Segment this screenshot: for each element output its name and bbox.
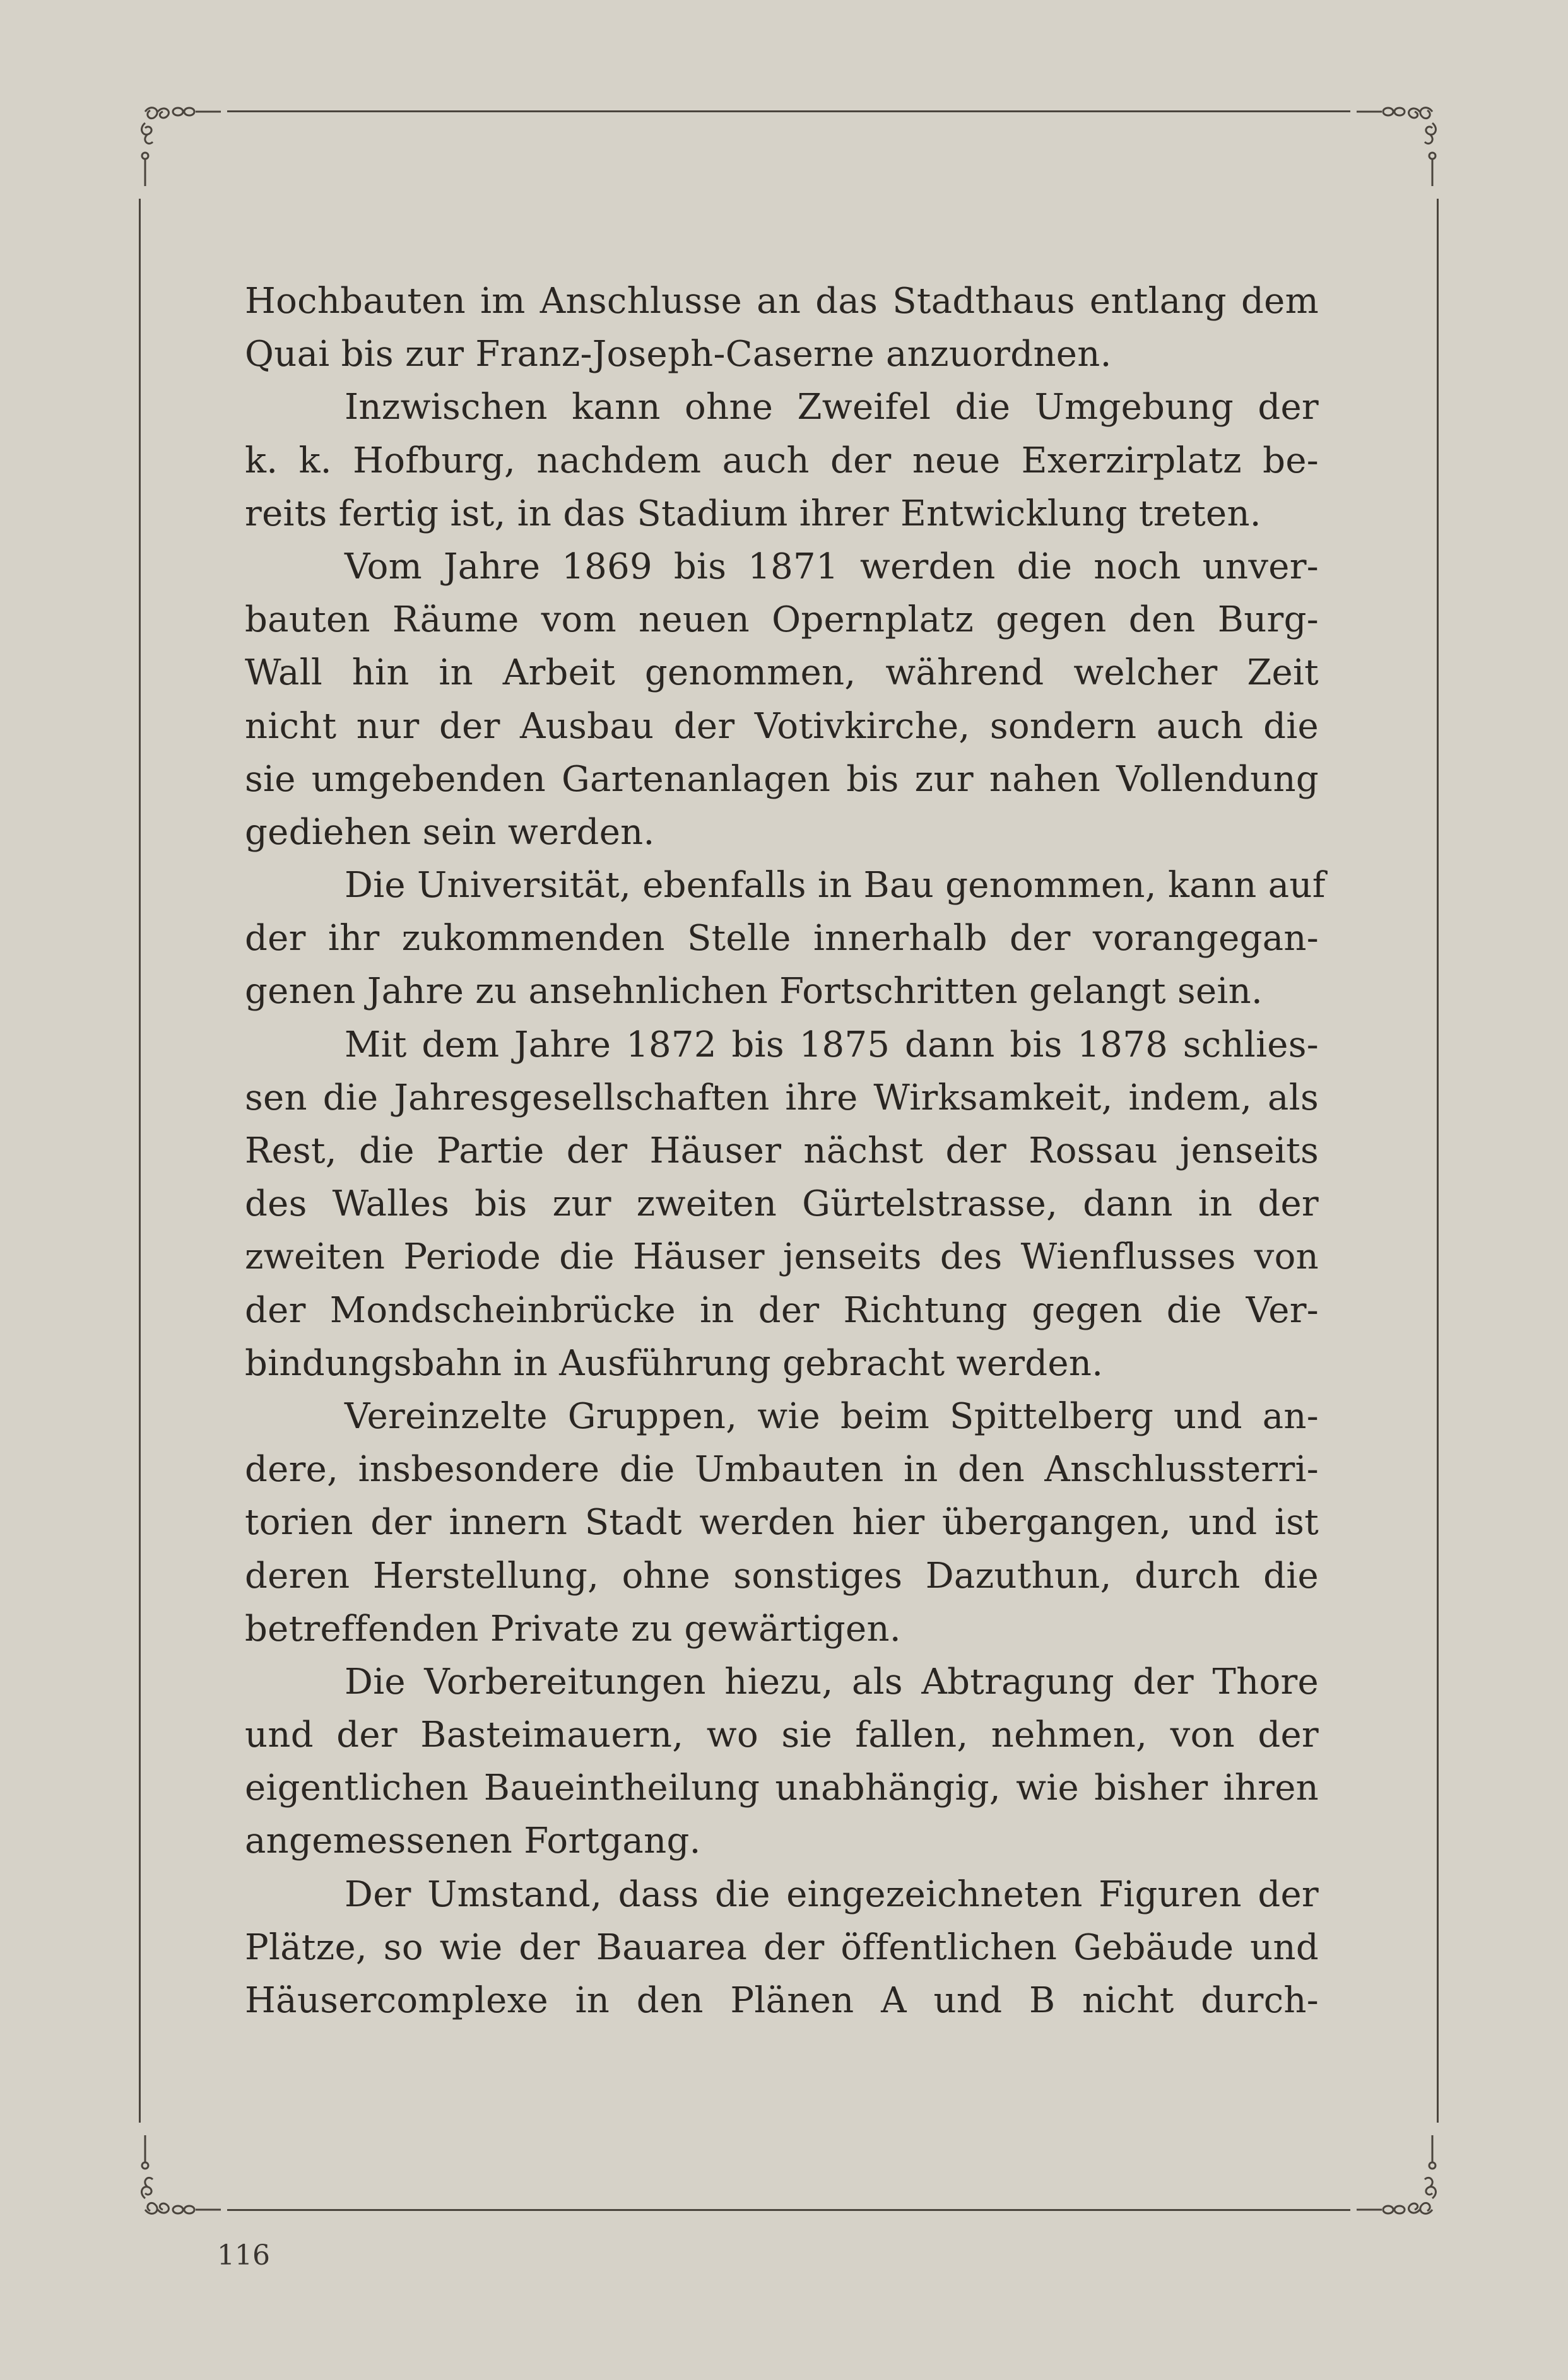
text-line: Die Vorbereitungen hiezu, als Abtragung der Thore — [345, 1661, 1319, 1703]
border-rule-left — [139, 199, 141, 2123]
text-line: gediehen sein werden. — [245, 811, 655, 853]
text-line: bindungsbahn in Ausführung gebracht werden. — [245, 1342, 1104, 1384]
corner-ornament-icon — [133, 98, 221, 186]
text-line: der Mondscheinbrücke in der Richtung gegen die Ver- — [245, 1289, 1319, 1331]
text-line: sie umgebenden Gartenanlagen bis zur nahen Vollendung — [245, 758, 1319, 800]
page-number: 116 — [217, 2239, 270, 2272]
text-line: bauten Räume vom neuen Opernplatz gegen den Burg- — [245, 599, 1319, 641]
border-rule-right — [1437, 199, 1439, 2123]
corner-ornament-icon — [1357, 98, 1445, 186]
text-line: der ihr zukommenden Stelle innerhalb der vorangegan- — [245, 918, 1319, 959]
paragraph — [245, 1656, 1319, 1868]
text-line: zweiten Periode die Häuser jenseits des Wienflusses von — [245, 1236, 1319, 1278]
text-line: sen die Jahresgesellschaften ihre Wirksamkeit, indem, als — [245, 1077, 1319, 1118]
text-line: angemessenen Fortgang. — [245, 1820, 701, 1862]
text-line: Vereinzelte Gruppen, wie beim Spittelberg und an- — [345, 1395, 1319, 1437]
border-rule-top — [227, 110, 1350, 112]
text-line: Der Umstand, dass die eingezeichneten Figuren der — [345, 1873, 1319, 1915]
paragraph — [245, 1868, 1319, 2028]
text-line: Rest, die Partie der Häuser nächst der Rossau jenseits — [245, 1130, 1319, 1171]
text-line: genen Jahre zu ansehnlichen Fortschritten gelangt sein. — [245, 971, 1263, 1012]
text-line: betreffenden Private zu gewärtigen. — [245, 1608, 901, 1650]
text-line: Inzwischen kann ohne Zweifel die Umgebung der — [345, 387, 1319, 428]
paragraph — [245, 381, 1319, 541]
text-line: Hochbauten im Anschlusse an das Stadthaus entlang dem — [245, 281, 1319, 322]
text-line: deren Herstellung, ohne sonstiges Dazuthun, durch die — [245, 1555, 1319, 1597]
text-line: k. k. Hofburg, nachdem auch der neue Exerzirplatz be- — [245, 440, 1319, 481]
border-rule-bottom — [227, 2209, 1350, 2211]
text-line: torien der innern Stadt werden hier übergangen, und ist — [245, 1502, 1319, 1544]
text-line: Vom Jahre 1869 bis 1871 werden die noch unver- — [345, 546, 1319, 587]
paragraph — [245, 1019, 1319, 1390]
text-line: dere, insbesondere die Umbauten in den Anschlussterri- — [245, 1449, 1319, 1491]
corner-ornament-icon — [1357, 2135, 1445, 2224]
text-line: eigentlichen Baueintheilung unabhängig, wie bisher ihren — [245, 1767, 1319, 1809]
text-line: Häusercomplexe in den Plänen A und B nicht durch- — [245, 1980, 1319, 2021]
paragraph — [245, 275, 1319, 381]
paragraph — [245, 541, 1319, 859]
text-line: reits fertig ist, in das Stadium ihrer Entwicklung treten. — [245, 493, 1261, 534]
body-text — [245, 275, 1326, 2027]
text-line: Mit dem Jahre 1872 bis 1875 dann bis 1878 schlies- — [345, 1024, 1319, 1065]
corner-ornament-icon — [133, 2135, 221, 2224]
text-line: Die Universität, ebenfalls in Bau genommen, kann auf — [345, 865, 1326, 906]
paragraph — [245, 1390, 1319, 1656]
text-line: Quai bis zur Franz-Joseph-Caserne anzuordnen. — [245, 334, 1112, 375]
text-line: Plätze, so wie der Bauarea der öffentlichen Gebäude und — [245, 1926, 1319, 1968]
text-line: des Walles bis zur zweiten Gürtelstrasse, dann in der — [245, 1183, 1319, 1225]
text-line: und der Basteimauern, wo sie fallen, nehmen, von der — [245, 1715, 1319, 1756]
paragraph — [245, 859, 1326, 1019]
text-line: Wall hin in Arbeit genommen, während welcher Zeit — [245, 652, 1319, 694]
text-line: nicht nur der Ausbau der Votivkirche, sondern auch die — [245, 705, 1319, 747]
